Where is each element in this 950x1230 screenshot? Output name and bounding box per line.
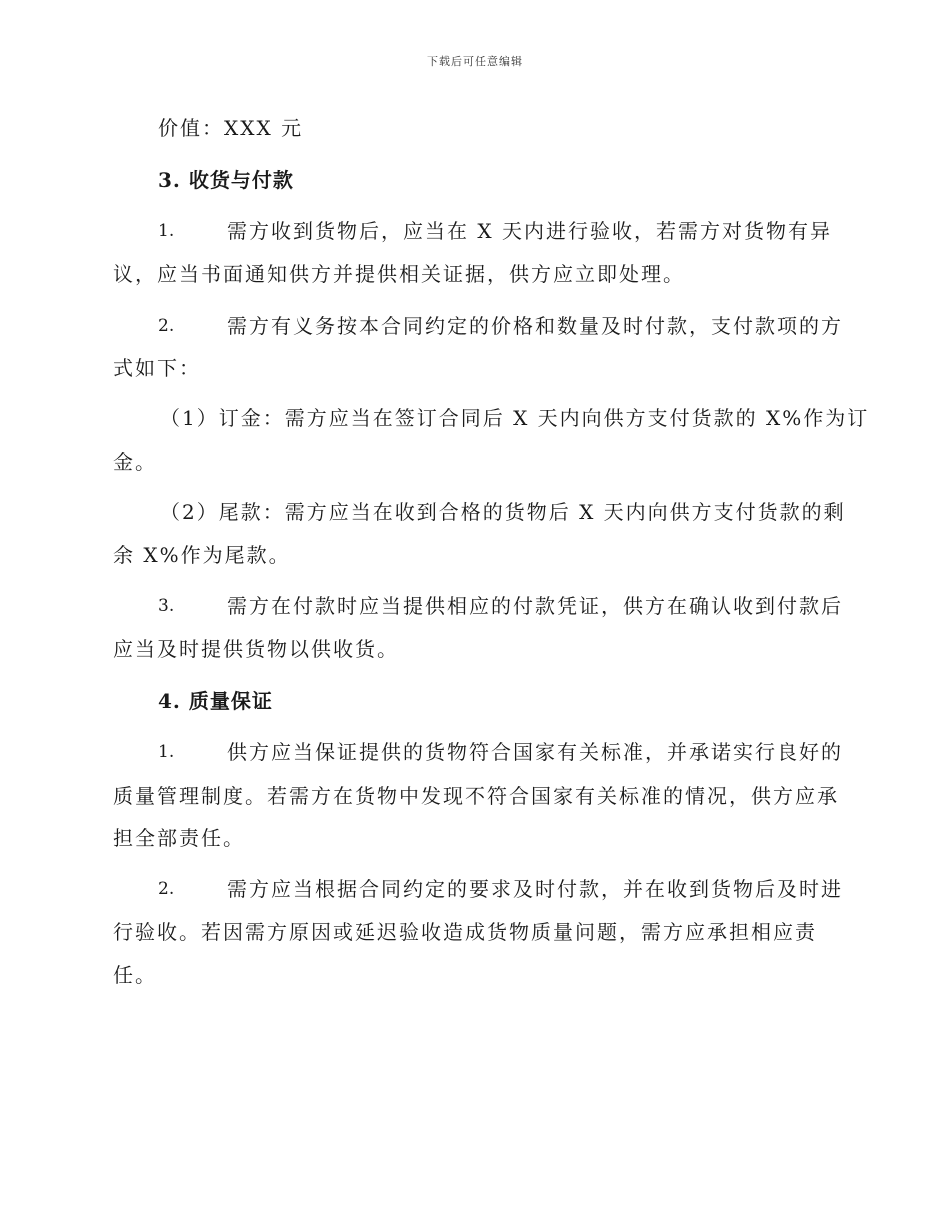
section-3-item-3-line-1: 需方在付款时应当提供相应的付款凭证，供方在确认收到付款后 xyxy=(227,594,843,618)
section-4-heading: 4. 质量保证 xyxy=(158,689,273,713)
section-3-subitem-2-line-1: （2）尾款：需方应当在收到合格的货物后 X 天内向供方支付货款的剩 xyxy=(160,500,846,524)
section-3-item-2-line-1: 需方有义务按本合同约定的价格和数量及时付款，支付款项的方 xyxy=(227,314,843,338)
section-4-item-2-number: 2. xyxy=(158,879,175,899)
section-3-subitem-1-line-1: （1）订金：需方应当在签订合同后 X 天内向供方支付货款的 X%作为订 xyxy=(160,406,870,430)
section-4-item-1-line-2: 质量管理制度。若需方在货物中发现不符合国家有关标准的情况，供方应承 xyxy=(113,784,839,808)
section-3-item-1-line-1: 需方收到货物后，应当在 X 天内进行验收，若需方对货物有异 xyxy=(227,219,832,243)
section-4-item-2-line-3: 任。 xyxy=(113,963,157,987)
section-3-item-3-line-2: 应当及时提供货物以供收货。 xyxy=(113,637,399,661)
section-3-item-2-number: 2. xyxy=(158,316,175,336)
section-3-heading: 3. 收货与付款 xyxy=(158,168,294,192)
page-header: 下载后可任意编辑 xyxy=(427,55,523,68)
section-3-subitem-2-line-2: 余 X%作为尾款。 xyxy=(113,543,291,567)
section-3-item-1-number: 1. xyxy=(158,221,175,241)
section-3-item-2-line-2: 式如下： xyxy=(113,356,201,380)
section-4-item-2-line-1: 需方应当根据合同约定的要求及时付款，并在收到货物后及时进 xyxy=(227,877,843,901)
section-4-item-1-number: 1. xyxy=(158,742,175,762)
section-4-item-1-line-1: 供方应当保证提供的货物符合国家有关标准，并承诺实行良好的 xyxy=(227,740,843,764)
section-4-item-2-line-2: 行验收。若因需方原因或延迟验收造成货物质量问题，需方应承担相应责 xyxy=(113,920,817,944)
section-3-item-3-number: 3. xyxy=(158,596,175,616)
value-line: 价值：XXX 元 xyxy=(158,116,304,140)
section-4-item-1-line-3: 担全部责任。 xyxy=(113,826,245,850)
section-3-item-1-line-2: 议，应当书面通知供方并提供相关证据，供方应立即处理。 xyxy=(113,262,685,286)
section-3-subitem-1-line-2: 金。 xyxy=(113,450,157,474)
